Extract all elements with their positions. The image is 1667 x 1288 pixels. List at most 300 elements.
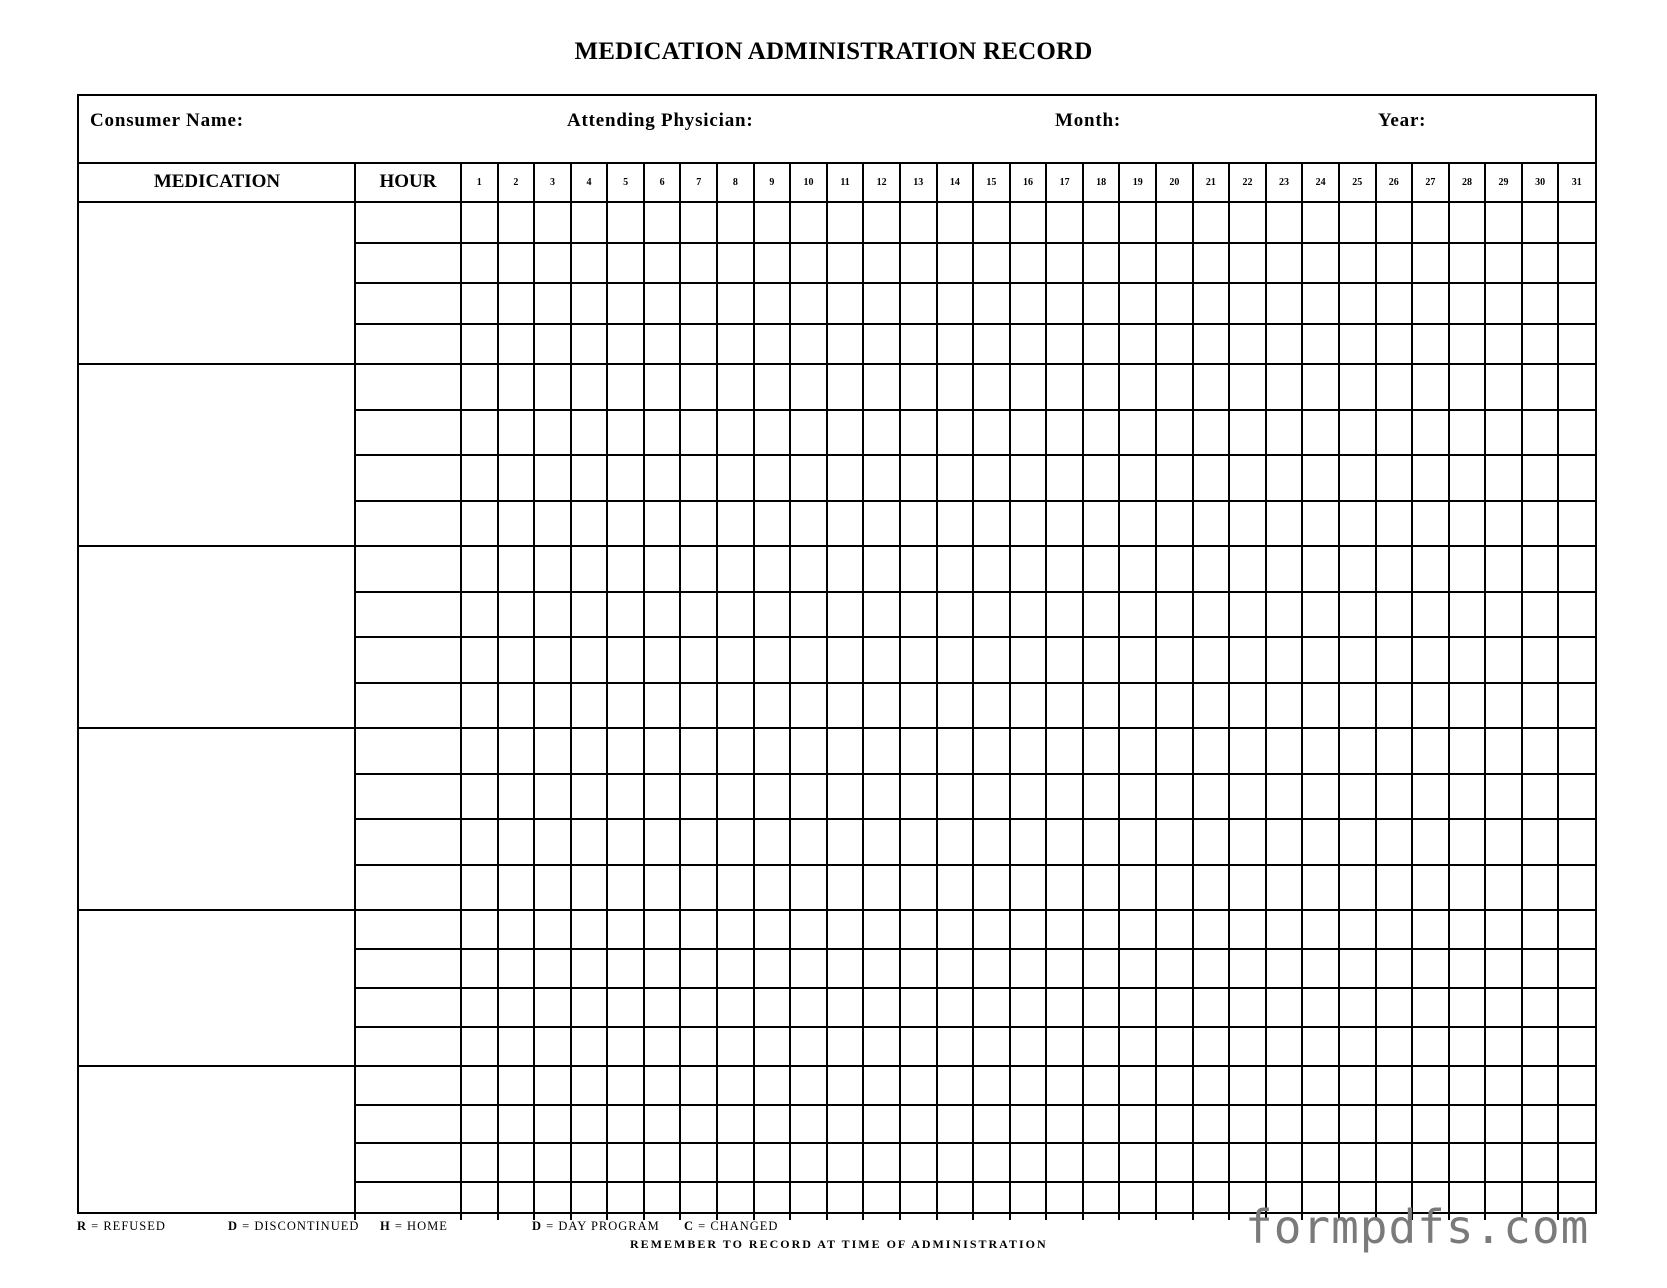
day-cell[interactable] <box>1266 364 1303 410</box>
day-cell[interactable] <box>1558 819 1595 865</box>
day-cell[interactable] <box>754 949 791 988</box>
day-cell[interactable] <box>900 202 937 243</box>
day-cell[interactable] <box>1412 243 1449 284</box>
day-cell[interactable] <box>790 988 827 1027</box>
day-cell[interactable] <box>1046 949 1083 988</box>
hour-cell[interactable] <box>355 1105 461 1144</box>
day-cell[interactable] <box>973 728 1010 774</box>
medication-cell[interactable] <box>79 546 355 728</box>
day-cell[interactable] <box>644 1182 681 1221</box>
day-cell[interactable] <box>1449 243 1486 284</box>
day-cell[interactable] <box>973 865 1010 911</box>
day-cell[interactable] <box>1229 1027 1266 1066</box>
day-cell[interactable] <box>680 683 717 729</box>
day-cell[interactable] <box>1485 1066 1522 1105</box>
hour-cell[interactable] <box>355 774 461 820</box>
hour-cell[interactable] <box>355 324 461 365</box>
day-cell[interactable] <box>1558 1143 1595 1182</box>
day-cell[interactable] <box>717 364 754 410</box>
day-cell[interactable] <box>1156 637 1193 683</box>
day-cell[interactable] <box>900 364 937 410</box>
day-cell[interactable] <box>1083 324 1120 365</box>
day-cell[interactable] <box>1412 202 1449 243</box>
day-cell[interactable] <box>1193 364 1230 410</box>
day-cell[interactable] <box>571 283 608 324</box>
day-cell[interactable] <box>1302 865 1339 911</box>
day-cell[interactable] <box>1083 988 1120 1027</box>
day-cell[interactable] <box>863 1182 900 1221</box>
day-cell[interactable] <box>937 774 974 820</box>
day-cell[interactable] <box>1485 949 1522 988</box>
day-cell[interactable] <box>937 455 974 501</box>
day-cell[interactable] <box>754 1066 791 1105</box>
day-cell[interactable] <box>1046 637 1083 683</box>
day-cell[interactable] <box>1558 949 1595 988</box>
day-cell[interactable] <box>790 410 827 456</box>
day-cell[interactable] <box>717 949 754 988</box>
day-cell[interactable] <box>498 1143 535 1182</box>
day-cell[interactable] <box>1485 683 1522 729</box>
day-cell[interactable] <box>937 1105 974 1144</box>
day-cell[interactable] <box>1412 324 1449 365</box>
day-cell[interactable] <box>644 324 681 365</box>
day-cell[interactable] <box>790 949 827 988</box>
day-cell[interactable] <box>1558 774 1595 820</box>
day-cell[interactable] <box>534 455 571 501</box>
hour-cell[interactable] <box>355 283 461 324</box>
day-cell[interactable] <box>1302 455 1339 501</box>
day-cell[interactable] <box>498 546 535 592</box>
day-cell[interactable] <box>1156 324 1193 365</box>
day-cell[interactable] <box>827 1182 864 1221</box>
day-cell[interactable] <box>973 1066 1010 1105</box>
day-cell[interactable] <box>498 865 535 911</box>
day-cell[interactable] <box>1119 774 1156 820</box>
day-cell[interactable] <box>680 1143 717 1182</box>
day-cell[interactable] <box>1046 728 1083 774</box>
day-cell[interactable] <box>1193 949 1230 988</box>
day-cell[interactable] <box>754 364 791 410</box>
day-cell[interactable] <box>1083 1027 1120 1066</box>
day-cell[interactable] <box>1193 1143 1230 1182</box>
day-cell[interactable] <box>863 283 900 324</box>
day-cell[interactable] <box>644 364 681 410</box>
day-cell[interactable] <box>1376 819 1413 865</box>
day-cell[interactable] <box>1485 988 1522 1027</box>
day-cell[interactable] <box>1046 1182 1083 1221</box>
day-cell[interactable] <box>754 243 791 284</box>
day-cell[interactable] <box>1193 1105 1230 1144</box>
day-cell[interactable] <box>1412 988 1449 1027</box>
day-cell[interactable] <box>498 988 535 1027</box>
day-cell[interactable] <box>1046 1066 1083 1105</box>
day-cell[interactable] <box>1266 592 1303 638</box>
day-cell[interactable] <box>1302 1105 1339 1144</box>
day-cell[interactable] <box>1266 637 1303 683</box>
day-cell[interactable] <box>1083 410 1120 456</box>
day-cell[interactable] <box>900 455 937 501</box>
day-cell[interactable] <box>1193 324 1230 365</box>
day-cell[interactable] <box>1266 865 1303 911</box>
day-cell[interactable] <box>1339 1105 1376 1144</box>
day-cell[interactable] <box>1449 1105 1486 1144</box>
day-cell[interactable] <box>1193 910 1230 949</box>
day-cell[interactable] <box>1485 364 1522 410</box>
day-cell[interactable] <box>534 637 571 683</box>
day-cell[interactable] <box>1046 324 1083 365</box>
day-cell[interactable] <box>1522 988 1559 1027</box>
day-cell[interactable] <box>717 324 754 365</box>
day-cell[interactable] <box>1522 546 1559 592</box>
day-cell[interactable] <box>1449 324 1486 365</box>
day-cell[interactable] <box>1376 1143 1413 1182</box>
day-cell[interactable] <box>937 1027 974 1066</box>
day-cell[interactable] <box>1010 637 1047 683</box>
day-cell[interactable] <box>498 410 535 456</box>
day-cell[interactable] <box>1412 546 1449 592</box>
day-cell[interactable] <box>571 324 608 365</box>
day-cell[interactable] <box>1449 283 1486 324</box>
day-cell[interactable] <box>1302 819 1339 865</box>
medication-cell[interactable] <box>79 728 355 910</box>
day-cell[interactable] <box>863 774 900 820</box>
day-cell[interactable] <box>571 1066 608 1105</box>
day-cell[interactable] <box>1266 774 1303 820</box>
day-cell[interactable] <box>607 243 644 284</box>
day-cell[interactable] <box>1522 819 1559 865</box>
day-cell[interactable] <box>680 1182 717 1221</box>
day-cell[interactable] <box>571 410 608 456</box>
day-cell[interactable] <box>717 683 754 729</box>
day-cell[interactable] <box>937 243 974 284</box>
day-cell[interactable] <box>1119 1066 1156 1105</box>
day-cell[interactable] <box>680 910 717 949</box>
day-cell[interactable] <box>1449 774 1486 820</box>
day-cell[interactable] <box>461 546 498 592</box>
day-cell[interactable] <box>1010 283 1047 324</box>
day-cell[interactable] <box>973 410 1010 456</box>
day-cell[interactable] <box>680 728 717 774</box>
day-cell[interactable] <box>534 364 571 410</box>
day-cell[interactable] <box>1156 202 1193 243</box>
day-cell[interactable] <box>863 1066 900 1105</box>
day-cell[interactable] <box>1010 683 1047 729</box>
day-cell[interactable] <box>1339 546 1376 592</box>
day-cell[interactable] <box>717 243 754 284</box>
day-cell[interactable] <box>607 501 644 547</box>
day-cell[interactable] <box>1485 1027 1522 1066</box>
day-cell[interactable] <box>498 324 535 365</box>
day-cell[interactable] <box>937 202 974 243</box>
day-cell[interactable] <box>534 774 571 820</box>
day-cell[interactable] <box>461 819 498 865</box>
day-cell[interactable] <box>754 410 791 456</box>
hour-cell[interactable] <box>355 988 461 1027</box>
day-cell[interactable] <box>1046 988 1083 1027</box>
day-cell[interactable] <box>1376 501 1413 547</box>
day-cell[interactable] <box>754 1182 791 1221</box>
day-cell[interactable] <box>1119 1105 1156 1144</box>
day-cell[interactable] <box>1376 910 1413 949</box>
day-cell[interactable] <box>534 202 571 243</box>
day-cell[interactable] <box>1485 283 1522 324</box>
day-cell[interactable] <box>1449 819 1486 865</box>
day-cell[interactable] <box>1376 988 1413 1027</box>
day-cell[interactable] <box>937 410 974 456</box>
day-cell[interactable] <box>1156 1105 1193 1144</box>
day-cell[interactable] <box>1376 949 1413 988</box>
day-cell[interactable] <box>1339 1066 1376 1105</box>
day-cell[interactable] <box>1046 1027 1083 1066</box>
day-cell[interactable] <box>1266 1143 1303 1182</box>
day-cell[interactable] <box>644 410 681 456</box>
day-cell[interactable] <box>680 243 717 284</box>
day-cell[interactable] <box>754 1143 791 1182</box>
day-cell[interactable] <box>790 324 827 365</box>
day-cell[interactable] <box>754 546 791 592</box>
day-cell[interactable] <box>717 202 754 243</box>
day-cell[interactable] <box>1083 728 1120 774</box>
day-cell[interactable] <box>498 283 535 324</box>
day-cell[interactable] <box>461 865 498 911</box>
day-cell[interactable] <box>1449 988 1486 1027</box>
day-cell[interactable] <box>1485 774 1522 820</box>
day-cell[interactable] <box>790 1143 827 1182</box>
day-cell[interactable] <box>1412 501 1449 547</box>
day-cell[interactable] <box>1376 592 1413 638</box>
day-cell[interactable] <box>680 283 717 324</box>
day-cell[interactable] <box>1156 865 1193 911</box>
day-cell[interactable] <box>1339 728 1376 774</box>
day-cell[interactable] <box>863 243 900 284</box>
day-cell[interactable] <box>571 592 608 638</box>
day-cell[interactable] <box>1449 637 1486 683</box>
day-cell[interactable] <box>827 683 864 729</box>
day-cell[interactable] <box>1046 819 1083 865</box>
day-cell[interactable] <box>973 592 1010 638</box>
day-cell[interactable] <box>1193 202 1230 243</box>
day-cell[interactable] <box>1229 501 1266 547</box>
day-cell[interactable] <box>1229 988 1266 1027</box>
day-cell[interactable] <box>1376 202 1413 243</box>
day-cell[interactable] <box>973 1027 1010 1066</box>
medication-cell[interactable] <box>79 1066 355 1220</box>
day-cell[interactable] <box>1266 501 1303 547</box>
day-cell[interactable] <box>1339 819 1376 865</box>
day-cell[interactable] <box>607 819 644 865</box>
hour-cell[interactable] <box>355 202 461 243</box>
day-cell[interactable] <box>973 202 1010 243</box>
day-cell[interactable] <box>754 324 791 365</box>
day-cell[interactable] <box>680 324 717 365</box>
day-cell[interactable] <box>1558 324 1595 365</box>
day-cell[interactable] <box>680 949 717 988</box>
day-cell[interactable] <box>1376 546 1413 592</box>
day-cell[interactable] <box>1558 910 1595 949</box>
day-cell[interactable] <box>1302 202 1339 243</box>
day-cell[interactable] <box>461 202 498 243</box>
day-cell[interactable] <box>1412 592 1449 638</box>
day-cell[interactable] <box>1010 1182 1047 1221</box>
day-cell[interactable] <box>534 819 571 865</box>
day-cell[interactable] <box>680 501 717 547</box>
hour-cell[interactable] <box>355 1027 461 1066</box>
day-cell[interactable] <box>1229 1066 1266 1105</box>
day-cell[interactable] <box>461 592 498 638</box>
day-cell[interactable] <box>1339 324 1376 365</box>
day-cell[interactable] <box>900 910 937 949</box>
day-cell[interactable] <box>1522 202 1559 243</box>
day-cell[interactable] <box>1302 637 1339 683</box>
day-cell[interactable] <box>973 455 1010 501</box>
day-cell[interactable] <box>1558 364 1595 410</box>
day-cell[interactable] <box>534 1182 571 1221</box>
day-cell[interactable] <box>1193 819 1230 865</box>
day-cell[interactable] <box>754 1105 791 1144</box>
day-cell[interactable] <box>1522 728 1559 774</box>
day-cell[interactable] <box>498 243 535 284</box>
day-cell[interactable] <box>644 202 681 243</box>
day-cell[interactable] <box>498 202 535 243</box>
day-cell[interactable] <box>1522 949 1559 988</box>
day-cell[interactable] <box>644 683 681 729</box>
day-cell[interactable] <box>1412 683 1449 729</box>
day-cell[interactable] <box>1558 501 1595 547</box>
day-cell[interactable] <box>1522 455 1559 501</box>
day-cell[interactable] <box>1046 243 1083 284</box>
day-cell[interactable] <box>1119 501 1156 547</box>
day-cell[interactable] <box>1485 865 1522 911</box>
day-cell[interactable] <box>461 324 498 365</box>
day-cell[interactable] <box>1119 324 1156 365</box>
day-cell[interactable] <box>571 364 608 410</box>
day-cell[interactable] <box>827 283 864 324</box>
day-cell[interactable] <box>1083 637 1120 683</box>
day-cell[interactable] <box>1522 1027 1559 1066</box>
day-cell[interactable] <box>827 546 864 592</box>
day-cell[interactable] <box>1010 949 1047 988</box>
day-cell[interactable] <box>607 592 644 638</box>
day-cell[interactable] <box>1449 910 1486 949</box>
day-cell[interactable] <box>973 819 1010 865</box>
day-cell[interactable] <box>1229 910 1266 949</box>
day-cell[interactable] <box>1046 1143 1083 1182</box>
day-cell[interactable] <box>863 637 900 683</box>
day-cell[interactable] <box>1229 949 1266 988</box>
day-cell[interactable] <box>1266 1027 1303 1066</box>
day-cell[interactable] <box>1193 774 1230 820</box>
day-cell[interactable] <box>1119 988 1156 1027</box>
hour-cell[interactable] <box>355 819 461 865</box>
day-cell[interactable] <box>827 949 864 988</box>
day-cell[interactable] <box>1083 1105 1120 1144</box>
day-cell[interactable] <box>1083 819 1120 865</box>
day-cell[interactable] <box>534 949 571 988</box>
day-cell[interactable] <box>1485 910 1522 949</box>
day-cell[interactable] <box>461 949 498 988</box>
day-cell[interactable] <box>1119 243 1156 284</box>
day-cell[interactable] <box>498 1182 535 1221</box>
day-cell[interactable] <box>937 283 974 324</box>
day-cell[interactable] <box>1339 410 1376 456</box>
day-cell[interactable] <box>717 283 754 324</box>
day-cell[interactable] <box>827 1066 864 1105</box>
day-cell[interactable] <box>1522 865 1559 911</box>
day-cell[interactable] <box>1193 865 1230 911</box>
day-cell[interactable] <box>717 637 754 683</box>
day-cell[interactable] <box>1010 592 1047 638</box>
day-cell[interactable] <box>1193 592 1230 638</box>
day-cell[interactable] <box>1119 910 1156 949</box>
day-cell[interactable] <box>863 592 900 638</box>
day-cell[interactable] <box>937 910 974 949</box>
day-cell[interactable] <box>973 637 1010 683</box>
day-cell[interactable] <box>1083 774 1120 820</box>
day-cell[interactable] <box>680 774 717 820</box>
day-cell[interactable] <box>607 1066 644 1105</box>
day-cell[interactable] <box>571 683 608 729</box>
day-cell[interactable] <box>1449 592 1486 638</box>
day-cell[interactable] <box>1376 324 1413 365</box>
day-cell[interactable] <box>1302 988 1339 1027</box>
day-cell[interactable] <box>534 592 571 638</box>
day-cell[interactable] <box>1412 949 1449 988</box>
day-cell[interactable] <box>827 501 864 547</box>
day-cell[interactable] <box>1010 1105 1047 1144</box>
day-cell[interactable] <box>1156 1027 1193 1066</box>
hour-cell[interactable] <box>355 243 461 284</box>
day-cell[interactable] <box>680 1066 717 1105</box>
day-cell[interactable] <box>1449 364 1486 410</box>
day-cell[interactable] <box>717 1143 754 1182</box>
day-cell[interactable] <box>1302 1066 1339 1105</box>
day-cell[interactable] <box>1339 283 1376 324</box>
day-cell[interactable] <box>900 637 937 683</box>
day-cell[interactable] <box>461 637 498 683</box>
medication-cell[interactable] <box>79 202 355 364</box>
day-cell[interactable] <box>1046 202 1083 243</box>
day-cell[interactable] <box>1558 683 1595 729</box>
day-cell[interactable] <box>1558 243 1595 284</box>
day-cell[interactable] <box>1302 364 1339 410</box>
day-cell[interactable] <box>717 1066 754 1105</box>
day-cell[interactable] <box>1193 1027 1230 1066</box>
day-cell[interactable] <box>717 592 754 638</box>
day-cell[interactable] <box>1083 865 1120 911</box>
day-cell[interactable] <box>1302 1143 1339 1182</box>
day-cell[interactable] <box>1046 910 1083 949</box>
day-cell[interactable] <box>461 455 498 501</box>
day-cell[interactable] <box>680 455 717 501</box>
day-cell[interactable] <box>1156 774 1193 820</box>
day-cell[interactable] <box>1266 324 1303 365</box>
day-cell[interactable] <box>1485 324 1522 365</box>
day-cell[interactable] <box>1485 637 1522 683</box>
day-cell[interactable] <box>1119 546 1156 592</box>
day-cell[interactable] <box>1119 1027 1156 1066</box>
day-cell[interactable] <box>1302 546 1339 592</box>
day-cell[interactable] <box>1156 910 1193 949</box>
day-cell[interactable] <box>1046 546 1083 592</box>
day-cell[interactable] <box>1339 1027 1376 1066</box>
day-cell[interactable] <box>1522 324 1559 365</box>
day-cell[interactable] <box>1010 324 1047 365</box>
day-cell[interactable] <box>1485 1143 1522 1182</box>
day-cell[interactable] <box>644 1066 681 1105</box>
day-cell[interactable] <box>571 1143 608 1182</box>
day-cell[interactable] <box>863 1143 900 1182</box>
hour-cell[interactable] <box>355 728 461 774</box>
